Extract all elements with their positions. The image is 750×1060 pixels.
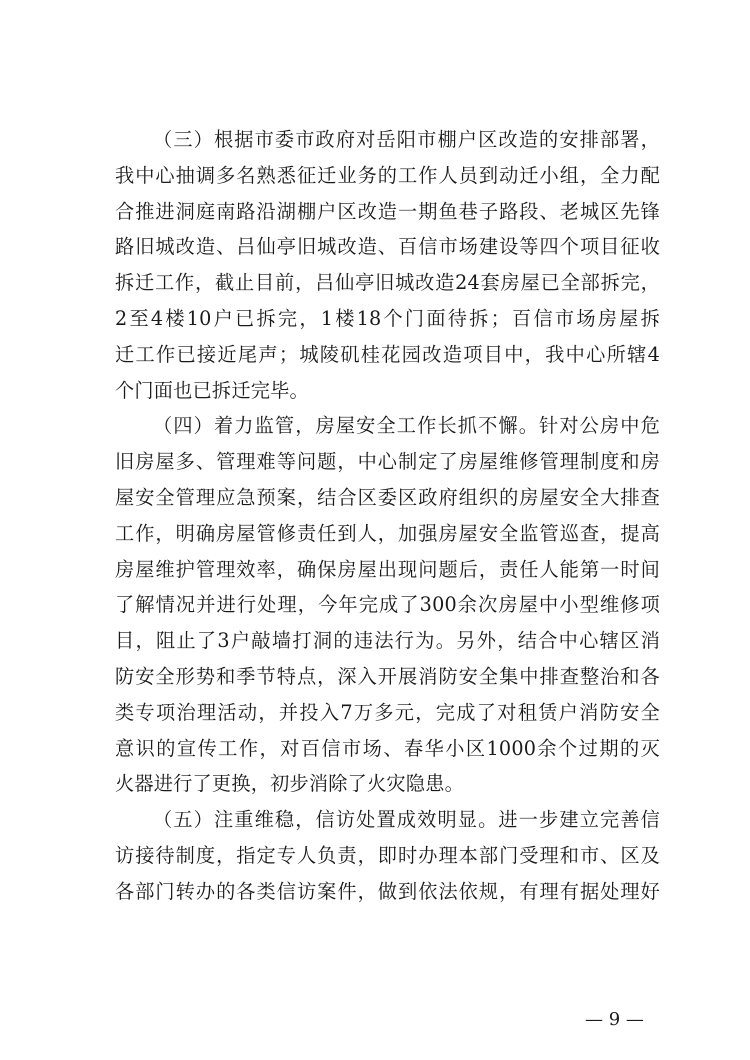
text-line: 迁工作已接近尾声；城陵矶桂花园改造项目中，我中心所辖4 bbox=[115, 342, 660, 366]
text-line: 了解情况并进行处理，今年完成了300余次房屋中小型维修项 bbox=[115, 593, 660, 617]
text-line: 房屋维护管理效率，确保房屋出现问题后，责任人能第一时间 bbox=[115, 557, 660, 581]
text-line: 各部门转办的各类信访案件，做到依法依规，有理有据处理好 bbox=[115, 879, 660, 903]
text-line: 访接待制度，指定专人负责，即时办理本部门受理和市、区及 bbox=[115, 843, 660, 867]
text-line: 火器进行了更换，初步消除了火灾隐患。 bbox=[115, 772, 464, 796]
text-line: 路旧城改造、吕仙亭旧城改造、百信市场建设等四个项目征收 bbox=[115, 235, 660, 259]
text-line: 旧房屋多、管理难等问题，中心制定了房屋维修管理制度和房 bbox=[115, 450, 660, 474]
text-line: 防安全形势和季节特点，深入开展消防安全集中排查整治和各 bbox=[115, 664, 660, 688]
text-line: 我中心抽调多名熟悉征迁业务的工作人员到动迁小组，全力配 bbox=[115, 163, 660, 187]
text-line: 类专项治理活动，并投入7万多元，完成了对租赁户消防安全 bbox=[115, 700, 660, 724]
paragraph-section-5 bbox=[115, 802, 660, 909]
text-line: 屋安全管理应急预案，结合区委区政府组织的房屋安全大排查 bbox=[115, 485, 660, 509]
text-line: （五）注重维稳，信访处置成效明显。进一步建立完善信 bbox=[153, 808, 660, 832]
text-line: 拆迁工作，截止目前，吕仙亭旧城改造24套房屋已全部拆完， bbox=[115, 271, 660, 295]
page-number: — 9 — bbox=[585, 1009, 644, 1030]
paragraph-section-3 bbox=[115, 122, 660, 408]
text-line: 2至4楼10户已拆完，1楼18个门面待拆；百信市场房屋拆 bbox=[115, 306, 660, 330]
text-line: 意识的宣传工作，对百信市场、春华小区1000余个过期的灭 bbox=[115, 736, 660, 760]
text-line: 合推进洞庭南路沿湖棚户区改造一期鱼巷子路段、老城区先锋 bbox=[115, 199, 660, 223]
text-line: 目，阻止了3户敲墙打洞的违法行为。另外，结合中心辖区消 bbox=[115, 629, 660, 653]
text-line: 个门面也已拆迁完毕。 bbox=[115, 378, 309, 402]
text-line: 工作，明确房屋管修责任到人，加强房屋安全监管巡查，提高 bbox=[115, 521, 660, 545]
text-line: （三）根据市委市政府对岳阳市棚户区改造的安排部署， bbox=[153, 128, 660, 151]
paragraph-section-4 bbox=[115, 408, 660, 802]
text-line: （四）着力监管，房屋安全工作长抓不懈。针对公房中危 bbox=[153, 414, 660, 438]
body-text bbox=[115, 122, 660, 910]
